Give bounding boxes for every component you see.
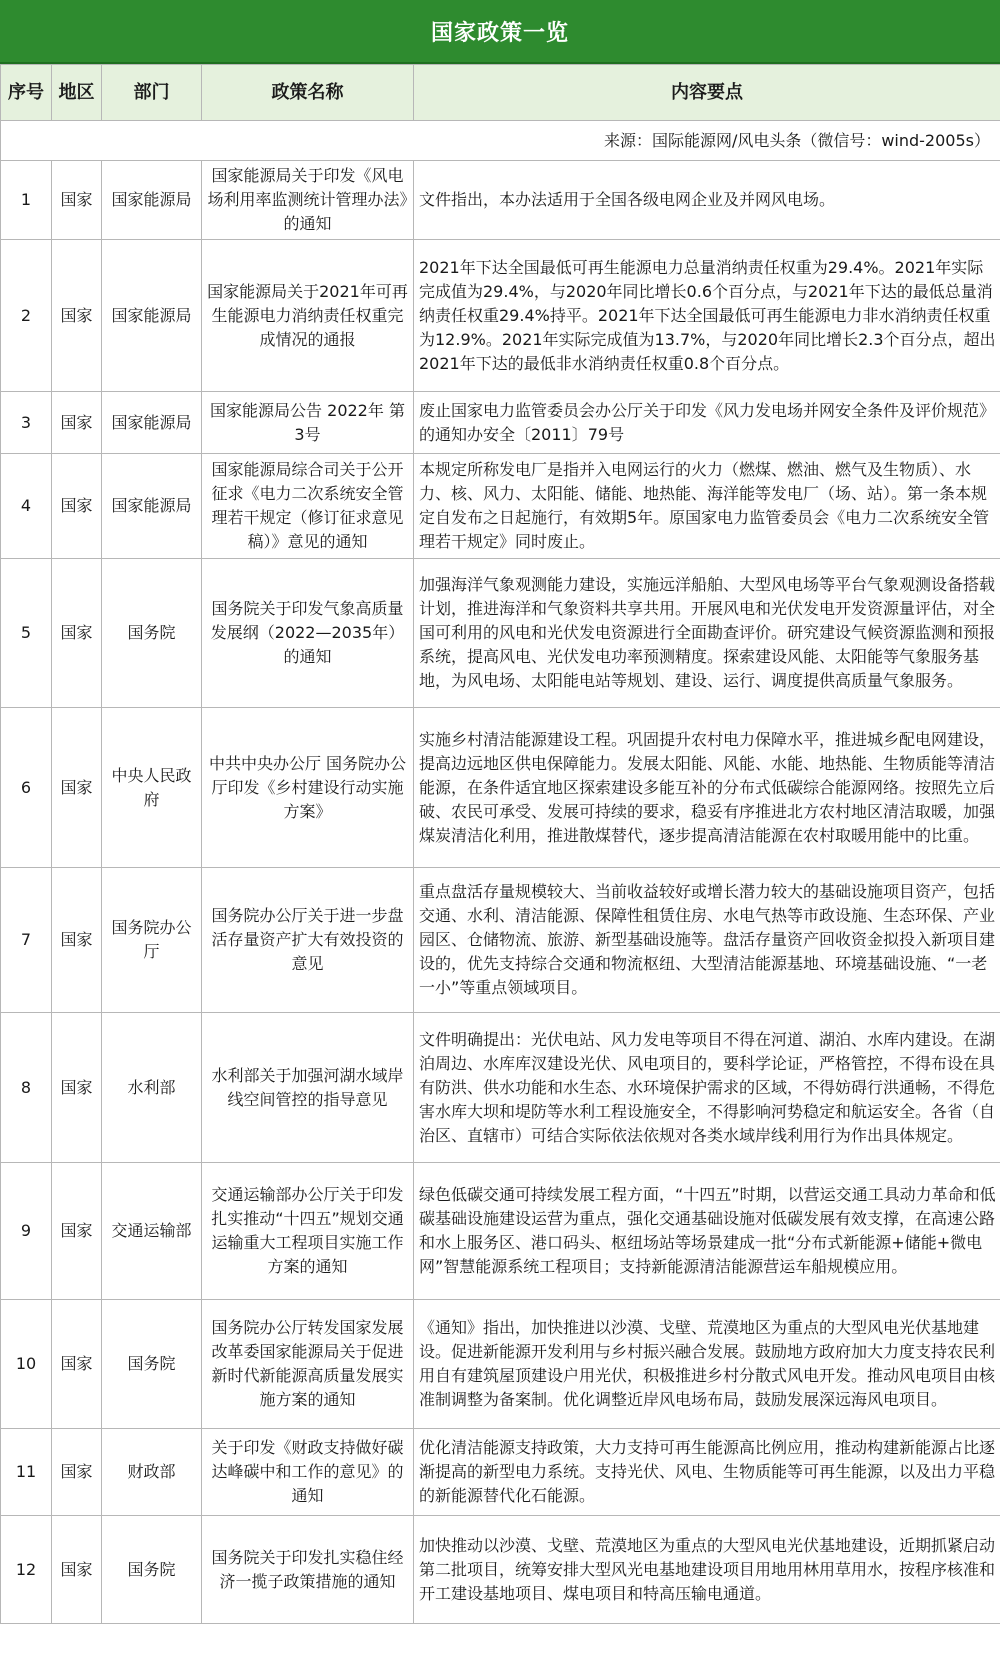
row-content: 加快推动以沙漠、戈壁、荒漠地区为重点的大型风电光伏基地建设，近期抓紧启动第二批项目，统筹安排大型风光电基地建设项目用地用林用草用水，按程序核准和开工建设基地项目、煤电项目和特高压输电通道。 (414, 1516, 1000, 1624)
row-dept: 国务院 (102, 1300, 202, 1429)
row-region: 国家 (52, 1516, 102, 1624)
row-content: 《通知》指出，加快推进以沙漠、戈壁、荒漠地区为重点的大型风电光伏基地建设。促进新能源开发利用与乡村振兴融合发展。鼓励地方政府加大力度支持农民利用自有建筑屋顶建设户用光伏，积极推进乡村分散式风电开发。推动风电项目由核准制调整为备案制。优化调整近岸风电场布局，鼓励发展深远海风电项目。 (414, 1300, 1000, 1429)
row-region: 国家 (52, 708, 102, 868)
row-content: 实施乡村清洁能源建设工程。巩固提升农村电力保障水平，推进城乡配电网建设，提高边远地区供电保障能力。发展太阳能、风能、水能、地热能、生物质能等清洁能源，在条件适宜地区探索建设多能互补的分布式低碳综合能源网络。按照先立后破、农民可承受、发展可持续的要求，稳妥有序推进北方农村地区清洁取暖，加强煤炭清洁化利用，推进散煤替代，逐步提高清洁能源在农村取暖用能中的比重。 (414, 708, 1000, 868)
row-region: 国家 (52, 1163, 102, 1300)
table-row (1, 454, 1000, 559)
row-content: 文件指出，本办法适用于全国各级电网企业及并网风电场。 (414, 161, 1000, 240)
row-content: 文件明确提出：光伏电站、风力发电等项目不得在河道、湖泊、水库内建设。在湖泊周边、水库库汊建设光伏、风电项目的，要科学论证，严格管控，不得布设在具有防洪、供水功能和水生态、水环境保护需求的区域，不得妨碍行洪通畅，不得危害水库大坝和堤防等水利工程设施安全，不得影响河势稳定和航运安全。各省（自治区、直辖市）可结合实际依法依规对各类水域岸线利用行为作出具体规定。 (414, 1013, 1000, 1163)
row-region: 国家 (52, 454, 102, 559)
row-no: 5 (1, 559, 52, 708)
table-row (1, 559, 1000, 708)
row-content: 优化清洁能源支持政策，大力支持可再生能源高比例应用，推动构建新能源占比逐渐提高的新型电力系统。支持光伏、风电、生物质能等可再生能源，以及出力平稳的新能源替代化石能源。 (414, 1429, 1000, 1516)
row-no: 11 (1, 1429, 52, 1516)
table-row (1, 1300, 1000, 1429)
header-content: 内容要点 (414, 65, 1000, 121)
header-dept: 部门 (102, 65, 202, 121)
row-policy-name: 国家能源局公告 2022年 第3号 (202, 392, 414, 454)
row-no: 10 (1, 1300, 52, 1429)
row-region: 国家 (52, 1013, 102, 1163)
row-policy-name: 国家能源局关于2021年可再生能源电力消纳责任权重完成情况的通报 (202, 240, 414, 392)
row-content: 2021年下达全国最低可再生能源电力总量消纳责任权重为29.4%。2021年实际完成值为29.4%，与2020年同比增长0.6个百分点，与2021年下达的最低总量消纳责任权重29.4%持平。2021年下达全国最低可再生能源电力非水消纳责任权重为12.9%。2021年实际完成值为13.7%，与2020年同比增长2.3个百分点，超出2021年下达的最低非水消纳责任权重0.8个百分点。 (414, 240, 1000, 392)
row-policy-name: 国务院办公厅转发国家发展改革委国家能源局关于促进新时代新能源高质量发展实施方案的通知 (202, 1300, 414, 1429)
row-dept: 国家能源局 (102, 392, 202, 454)
row-dept: 中央人民政府 (102, 708, 202, 868)
row-region: 国家 (52, 559, 102, 708)
header-row (1, 65, 1000, 121)
header-no: 序号 (1, 65, 52, 121)
row-no: 12 (1, 1516, 52, 1624)
row-no: 9 (1, 1163, 52, 1300)
table-row (1, 1516, 1000, 1624)
header-region: 地区 (52, 65, 102, 121)
table-row (1, 240, 1000, 392)
row-no: 6 (1, 708, 52, 868)
row-dept: 财政部 (102, 1429, 202, 1516)
row-content: 废止国家电力监管委员会办公厅关于印发《风力发电场并网安全条件及评价规范》的通知办安全〔2011〕79号 (414, 392, 1000, 454)
row-dept: 国家能源局 (102, 240, 202, 392)
table-row (1, 1013, 1000, 1163)
row-region: 国家 (52, 161, 102, 240)
source-text: 来源：国际能源网/风电头条（微信号：wind-2005s） (1, 121, 1000, 161)
row-region: 国家 (52, 868, 102, 1013)
row-dept: 交通运输部 (102, 1163, 202, 1300)
table-row (1, 161, 1000, 240)
row-policy-name: 国务院关于印发气象高质量发展纲（2022—2035年）的通知 (202, 559, 414, 708)
row-policy-name: 国务院关于印发扎实稳住经济一揽子政策措施的通知 (202, 1516, 414, 1624)
row-no: 1 (1, 161, 52, 240)
row-policy-name: 国务院办公厅关于进一步盘活存量资产扩大有效投资的意见 (202, 868, 414, 1013)
row-region: 国家 (52, 392, 102, 454)
row-policy-name: 国家能源局综合司关于公开征求《电力二次系统安全管理若干规定（修订征求意见稿）》意见的通知 (202, 454, 414, 559)
row-dept: 国务院 (102, 1516, 202, 1624)
row-region: 国家 (52, 240, 102, 392)
row-policy-name: 国家能源局关于印发《风电场利用率监测统计管理办法》的通知 (202, 161, 414, 240)
row-region: 国家 (52, 1429, 102, 1516)
row-dept: 国务院办公厅 (102, 868, 202, 1013)
table-row (1, 868, 1000, 1013)
row-content: 本规定所称发电厂是指并入电网运行的火力（燃煤、燃油、燃气及生物质）、水力、核、风力、太阳能、储能、地热能、海洋能等发电厂（场、站）。第一条本规定自发布之日起施行，有效期5年。原国家电力监管委员会《电力二次系统安全管理若干规定》同时废止。 (414, 454, 1000, 559)
row-content: 绿色低碳交通可持续发展工程方面，“十四五”时期，以营运交通工具动力革命和低碳基础设施建设运营为重点，强化交通基础设施对低碳发展有效支撑，在高速公路和水上服务区、港口码头、枢纽场站等场景建成一批“分布式新能源+储能+微电网”智慧能源系统工程项目；支持新能源清洁能源营运车船规模应用。 (414, 1163, 1000, 1300)
source-row (1, 121, 1000, 161)
sheet-title: 国家政策一览 (0, 0, 1000, 64)
header-name: 政策名称 (202, 65, 414, 121)
row-no: 3 (1, 392, 52, 454)
row-policy-name: 水利部关于加强河湖水域岸线空间管控的指导意见 (202, 1013, 414, 1163)
row-region: 国家 (52, 1300, 102, 1429)
row-policy-name: 关于印发《财政支持做好碳达峰碳中和工作的意见》的通知 (202, 1429, 414, 1516)
row-no: 7 (1, 868, 52, 1013)
row-content: 重点盘活存量规模较大、当前收益较好或增长潜力较大的基础设施项目资产，包括交通、水利、清洁能源、保障性租赁住房、水电气热等市政设施、生态环保、产业园区、仓储物流、旅游、新型基础设施等。盘活存量资产回收资金拟投入新项目建设的，优先支持综合交通和物流枢纽、大型清洁能源基地、环境基础设施、“一老一小”等重点领域项目。 (414, 868, 1000, 1013)
row-no: 2 (1, 240, 52, 392)
table-row (1, 1163, 1000, 1300)
row-content: 加强海洋气象观测能力建设，实施远洋船舶、大型风电场等平台气象观测设备搭载计划，推进海洋和气象资料共享共用。开展风电和光伏发电开发资源量评估，对全国可利用的风电和光伏发电资源进行全面勘查评价。研究建设气候资源监测和预报系统，提高风电、光伏发电功率预测精度。探索建设风能、太阳能等气象服务基地，为风电场、太阳能电站等规划、建设、运行、调度提供高质量气象服务。 (414, 559, 1000, 708)
table-row (1, 708, 1000, 868)
table-row (1, 1429, 1000, 1516)
policy-table (0, 64, 1000, 1624)
row-policy-name: 中共中央办公厅 国务院办公厅印发《乡村建设行动实施方案》 (202, 708, 414, 868)
row-dept: 国务院 (102, 559, 202, 708)
row-no: 4 (1, 454, 52, 559)
row-dept: 国家能源局 (102, 454, 202, 559)
row-no: 8 (1, 1013, 52, 1163)
row-dept: 水利部 (102, 1013, 202, 1163)
row-policy-name: 交通运输部办公厅关于印发扎实推动“十四五”规划交通运输重大工程项目实施工作方案的通知 (202, 1163, 414, 1300)
row-dept: 国家能源局 (102, 161, 202, 240)
table-row (1, 392, 1000, 454)
